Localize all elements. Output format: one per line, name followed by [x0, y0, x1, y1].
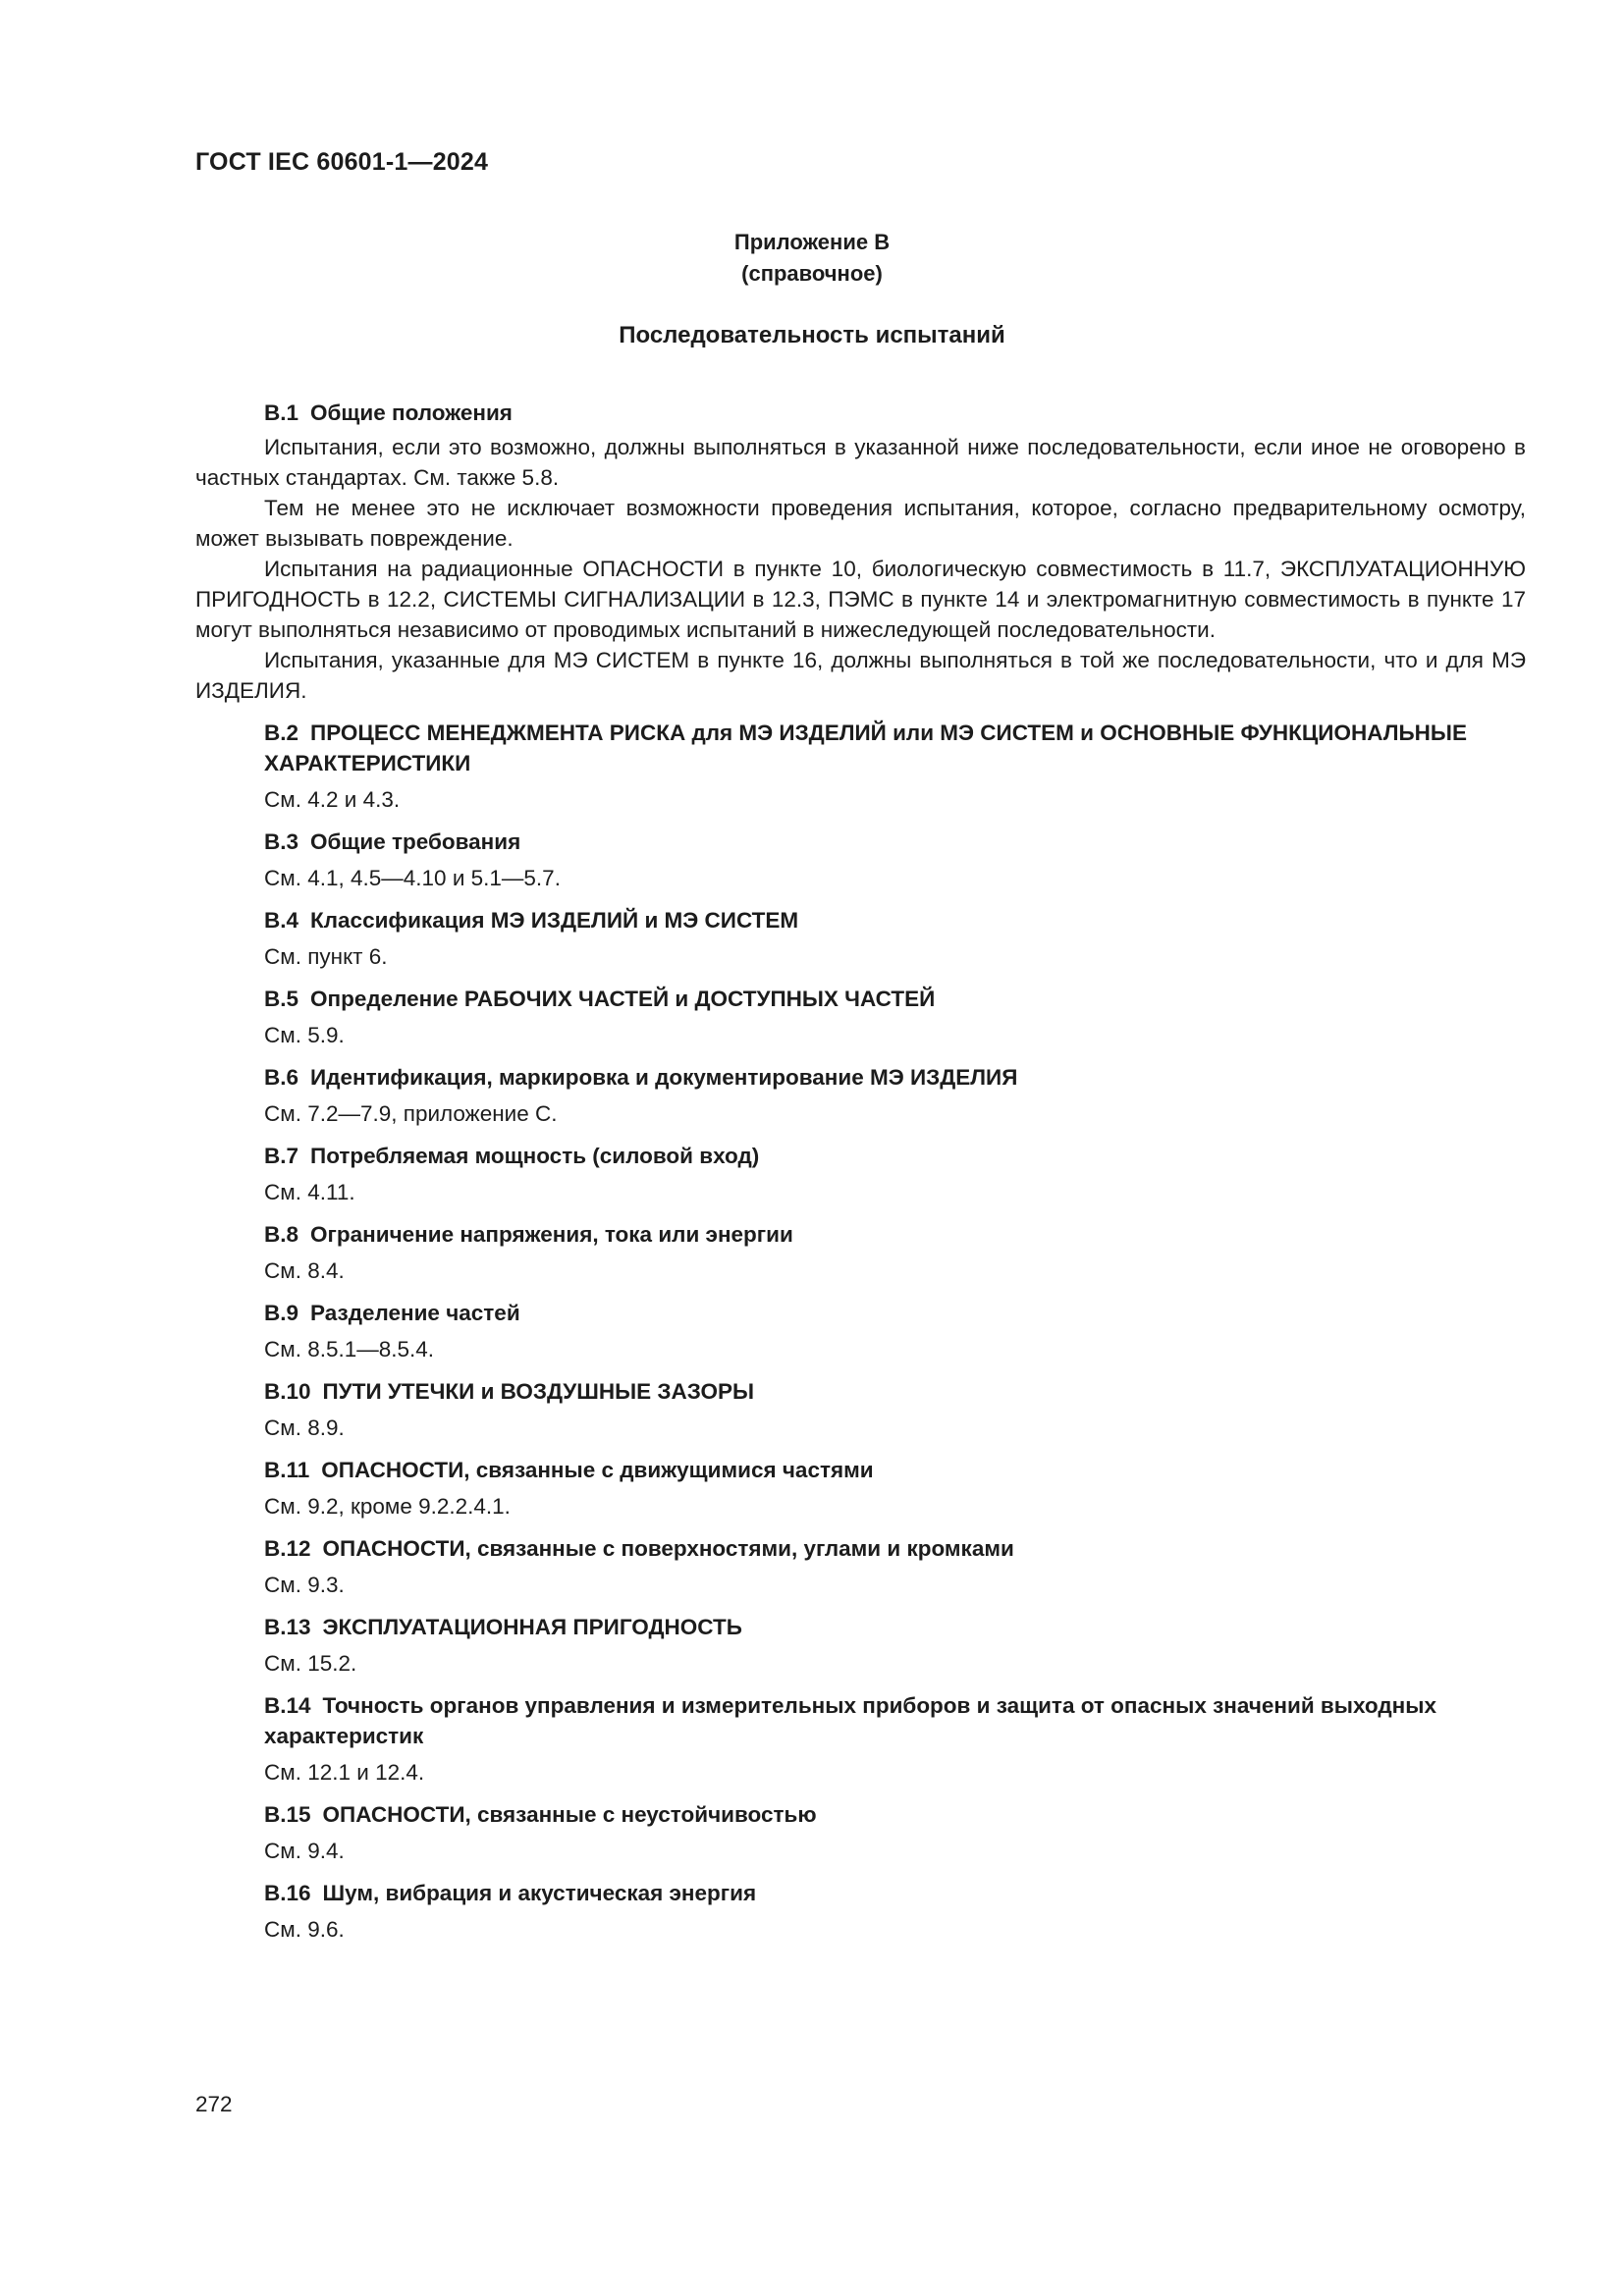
annex-heading — [0, 227, 1624, 290]
section-number: В.10 — [264, 1379, 311, 1404]
section-title: Общие требования — [310, 829, 521, 854]
paragraph: Испытания, указанные для МЭ СИСТЕМ в пункте 16, должны выполняться в той же последовательности, что и для МЭ ИЗДЕЛИЯ. — [195, 648, 1526, 703]
section-heading — [195, 1690, 1526, 1751]
section-title: ПУТИ УТЕЧКИ и ВОЗДУШНЫЕ ЗАЗОРЫ — [322, 1379, 755, 1404]
section-b8 — [195, 1219, 1526, 1286]
section-number: В.6 — [264, 1065, 299, 1090]
section-reference: См. 9.2, кроме 9.2.2.4.1. — [264, 1494, 511, 1519]
section-number: В.4 — [264, 908, 299, 933]
section-title: Идентификация, маркировка и документирование МЭ ИЗДЕЛИЯ — [310, 1065, 1018, 1090]
section-b15 — [195, 1799, 1526, 1866]
section-number: В.9 — [264, 1301, 299, 1325]
section-heading — [195, 984, 1526, 1014]
section-reference: См. 7.2—7.9, приложение С. — [264, 1101, 558, 1126]
section-heading — [195, 718, 1526, 778]
section-reference: См. пункт 6. — [264, 944, 388, 969]
document-body — [195, 398, 1526, 1945]
page-number: 272 — [195, 2092, 233, 2116]
annex-title: Последовательность испытаний — [619, 322, 1005, 348]
section-title: ПРОЦЕСС МЕНЕДЖМЕНТА РИСКА для МЭ ИЗДЕЛИЙ или МЭ СИСТЕМ и ОСНОВНЫЕ ФУНКЦИОНАЛЬНЫЕ ХАРАКТЕРИСТИКИ — [264, 721, 1467, 775]
section-number: В.2 — [264, 721, 299, 745]
section-heading — [195, 1799, 1526, 1830]
section-reference: См. 4.11. — [264, 1180, 355, 1204]
section-number: В.5 — [264, 987, 299, 1011]
section-number: В.7 — [264, 1144, 299, 1168]
paragraph: Испытания, если это возможно, должны выполняться в указанной ниже последовательности, если иное не оговорено в частных стандартах. См. также 5.8. — [195, 435, 1526, 490]
section-reference: См. 8.9. — [264, 1415, 345, 1440]
section-heading — [195, 1219, 1526, 1250]
section-b11 — [195, 1455, 1526, 1522]
section-title: Разделение частей — [310, 1301, 520, 1325]
section-title: Общие положения — [310, 400, 513, 425]
section-b5 — [195, 984, 1526, 1050]
section-heading — [195, 1878, 1526, 1908]
section-reference: См. 8.4. — [264, 1258, 345, 1283]
section-b4 — [195, 905, 1526, 972]
section-number: В.15 — [264, 1802, 311, 1827]
section-reference: См. 9.6. — [264, 1917, 345, 1942]
section-heading — [195, 1376, 1526, 1407]
section-b13 — [195, 1612, 1526, 1679]
section-number: В.13 — [264, 1615, 311, 1639]
section-b16 — [195, 1878, 1526, 1945]
section-heading — [195, 827, 1526, 857]
section-number: В.12 — [264, 1536, 311, 1561]
section-title: ЭКСПЛУАТАЦИОННАЯ ПРИГОДНОСТЬ — [322, 1615, 742, 1639]
section-reference: См. 4.1, 4.5—4.10 и 5.1—5.7. — [264, 866, 561, 890]
section-b2 — [195, 718, 1526, 815]
annex-type: (справочное) — [741, 261, 883, 286]
section-title: ОПАСНОСТИ, связанные с поверхностями, углами и кромками — [322, 1536, 1014, 1561]
paragraph: Испытания на радиационные ОПАСНОСТИ в пункте 10, биологическую совместимость в 11.7, ЭКСПЛУАТАЦИОННУЮ ПРИГОДНОСТЬ в 12.2, СИСТЕМЫ СИГНАЛИЗАЦИИ в 12.3, ПЭМС в пункте 14 и электромагнитную совместимость в пункте 17 могут выполняться независимо от проводимых испытаний в нижеследующей последовательности. — [195, 557, 1526, 642]
section-heading — [195, 1612, 1526, 1642]
section-b7 — [195, 1141, 1526, 1207]
section-heading — [195, 398, 1526, 428]
section-title: ОПАСНОСТИ, связанные с движущимися частями — [321, 1458, 874, 1482]
annex-label: Приложение В — [733, 230, 891, 254]
section-title: ОПАСНОСТИ, связанные с неустойчивостью — [322, 1802, 817, 1827]
section-b1 — [195, 398, 1526, 706]
section-b14 — [195, 1690, 1526, 1788]
section-heading — [195, 1141, 1526, 1171]
paragraph: Тем не менее это не исключает возможности проведения испытания, которое, согласно предварительному осмотру, может вызывать повреждение. — [195, 496, 1526, 551]
section-heading — [195, 1062, 1526, 1093]
section-heading — [195, 1298, 1526, 1328]
section-number: В.1 — [264, 400, 299, 425]
section-title: Классификация МЭ ИЗДЕЛИЙ и МЭ СИСТЕМ — [310, 908, 799, 933]
section-reference: См. 12.1 и 12.4. — [264, 1760, 425, 1785]
section-reference: См. 5.9. — [264, 1023, 345, 1047]
section-b10 — [195, 1376, 1526, 1443]
section-reference: См. 8.5.1—8.5.4. — [264, 1337, 435, 1362]
section-reference: См. 4.2 и 4.3. — [264, 787, 401, 812]
section-b3 — [195, 827, 1526, 893]
section-b6 — [195, 1062, 1526, 1129]
document-code: ГОСТ IEC 60601-1—2024 — [195, 148, 489, 176]
section-b12 — [195, 1533, 1526, 1600]
section-number: В.8 — [264, 1222, 299, 1247]
section-number: В.3 — [264, 829, 299, 854]
section-title: Шум, вибрация и акустическая энергия — [322, 1881, 757, 1905]
section-heading — [195, 1533, 1526, 1564]
section-number: В.14 — [264, 1693, 311, 1718]
section-reference: См. 9.3. — [264, 1573, 345, 1597]
section-number: В.11 — [264, 1458, 310, 1482]
section-title: Ограничение напряжения, тока или энергии — [310, 1222, 793, 1247]
section-b9 — [195, 1298, 1526, 1364]
section-heading — [195, 1455, 1526, 1485]
section-title: Точность органов управления и измерительных приборов и защита от опасных значений выходных характеристик — [264, 1693, 1436, 1748]
section-title: Потребляемая мощность (силовой вход) — [310, 1144, 760, 1168]
section-reference: См. 15.2. — [264, 1651, 357, 1676]
section-heading — [195, 905, 1526, 935]
section-number: В.16 — [264, 1881, 311, 1905]
section-reference: См. 9.4. — [264, 1839, 345, 1863]
section-title: Определение РАБОЧИХ ЧАСТЕЙ и ДОСТУПНЫХ ЧАСТЕЙ — [310, 987, 936, 1011]
